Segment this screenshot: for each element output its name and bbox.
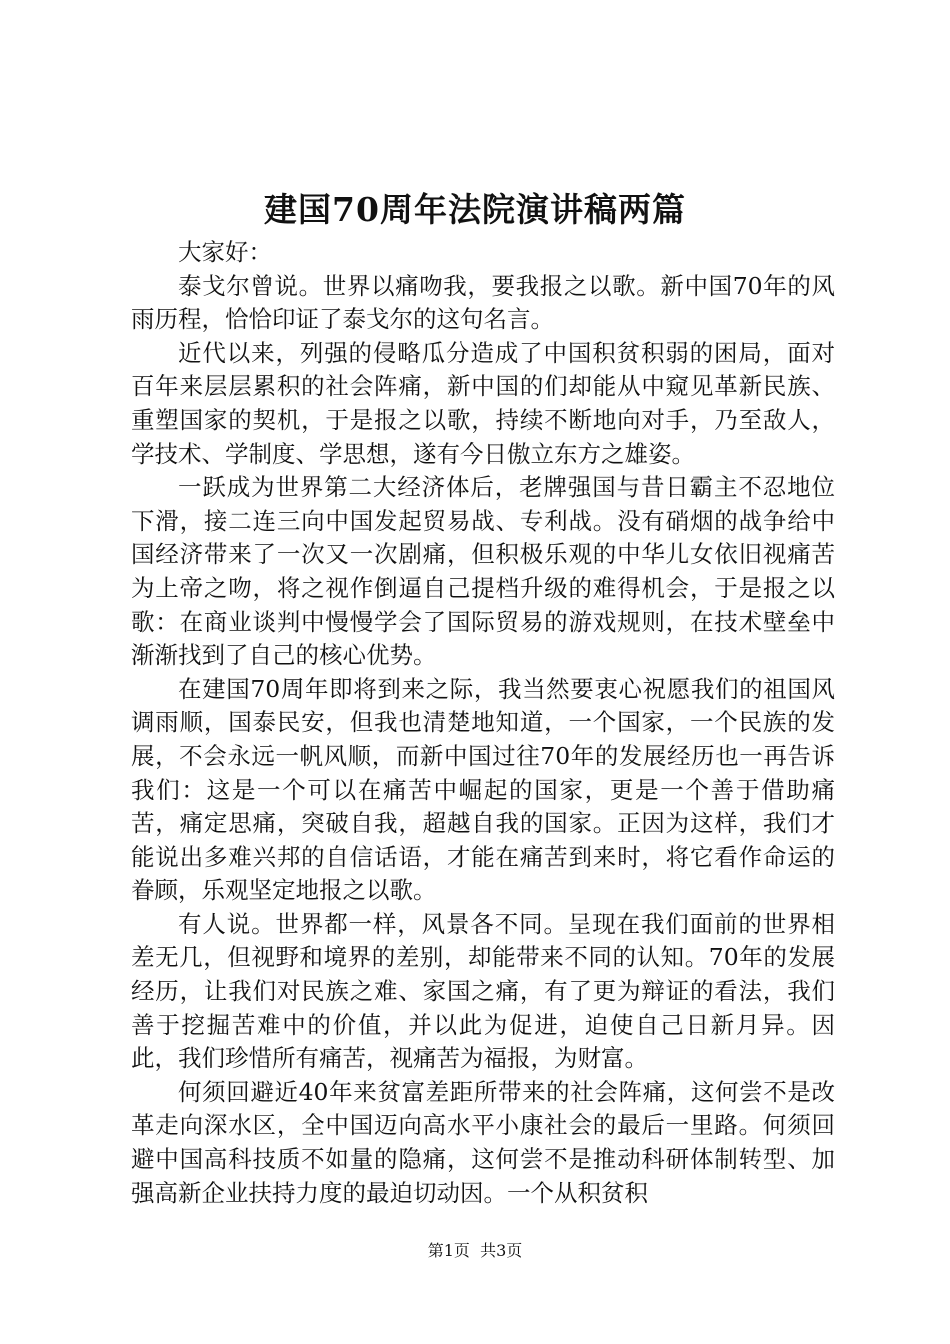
paragraph-greeting: 大家好： [178, 238, 272, 266]
document-body [131, 236, 835, 1210]
paragraph: 泰戈尔曾说。世界以痛吻我，要我报之以歌。新中国70年的风雨历程，恰恰印证了泰戈尔的这句名言。 [131, 271, 835, 334]
paragraph: 在建国70周年即将到来之际，我当然要衷心祝愿我们的祖国风调雨顺，国泰民安，但我也清楚地知道，一个国家，一个民族的发展，不会永远一帆风顺，而新中国过往70年的发展经历也一再告诉我们：这是一个可以在痛苦中崛起的国家，更是一个善于借助痛苦，痛定思痛，突破自我，超越自我的国家。正因为这样，我们才能说出多难兴邦的自信话语，才能在痛苦到来时，将它看作命运的眷顾，乐观坚定地报之以歌。 [131, 674, 835, 905]
total-pages: 共3页 [480, 1241, 523, 1260]
footer-separator [470, 1241, 480, 1260]
paragraph: 近代以来，列强的侵略瓜分造成了中国积贫积弱的困局，面对百年来层层累积的社会阵痛，新中国的们却能从中窥见革新民族、重塑国家的契机，于是报之以歌，持续不断地向对手，乃至敌人，学技术、学制度、学思想，遂有今日傲立东方之雄姿。 [131, 338, 835, 468]
page-number: 第1页 [427, 1241, 470, 1260]
paragraph: 一跃成为世界第二大经济体后，老牌强国与昔日霸主不忍地位下滑，接二连三向中国发起贸易战、专利战。没有硝烟的战争给中国经济带来了一次又一次剧痛，但积极乐观的中华儿女依旧视痛苦为上帝之吻，将之视作倒逼自己提档升级的难得机会，于是报之以歌：在商业谈判中慢慢学会了国际贸易的游戏规则，在技术壁垒中渐渐找到了自己的核心优势。 [131, 473, 835, 670]
document-title: 建国70周年法院演讲稿两篇 [264, 190, 686, 229]
paragraph: 何须回避近40年来贫富差距所带来的社会阵痛，这何尝不是改革走向深水区，全中国迈向高水平小康社会的最后一里路。何须回避中国高科技质不如量的隐痛，这何尝不是推动科研体制转型、加强高新企业扶持力度的最迫切动因。一个从积贫积 [131, 1077, 835, 1207]
paragraph: 有人说。世界都一样，风景各不同。呈现在我们面前的世界相差无几，但视野和境界的差别，却能带来不同的认知。70年的发展经历，让我们对民族之难、家国之痛，有了更为辩证的看法，我们善于挖掘苦难中的价值，并以此为促进，迫使自己日新月异。因此，我们珍惜所有痛苦，视痛苦为福报，为财富。 [131, 909, 835, 1073]
page-footer [0, 1240, 950, 1262]
